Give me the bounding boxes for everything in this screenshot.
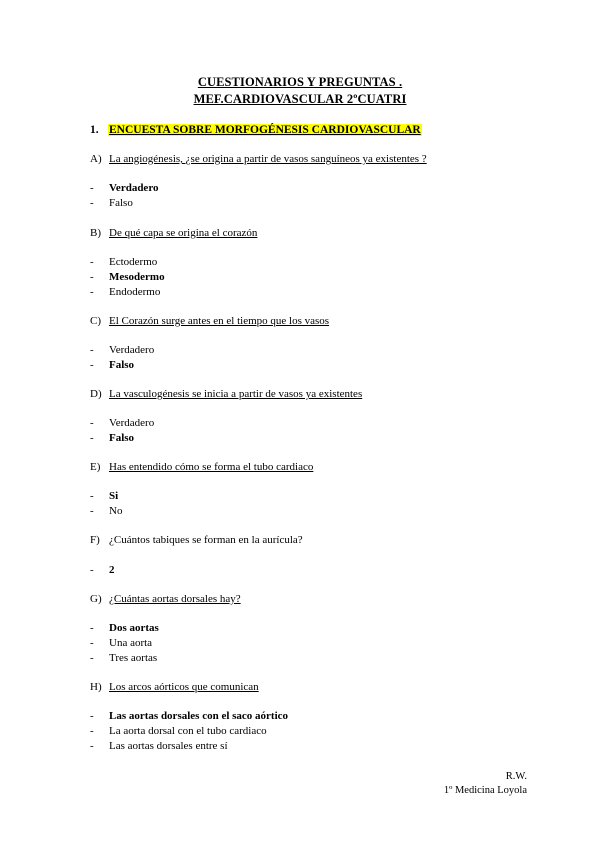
option-label: Falso [109,197,133,209]
question-letter: C) [90,315,101,327]
option-item: - Tres aortas [90,652,158,664]
section-number: 1. [90,124,99,136]
option-label: Endodermo [109,286,161,298]
question-f [90,534,303,546]
question-b [90,227,257,239]
option-item: - Verdadero [90,344,155,356]
question-text: La angiogénesis, ¿se origina a partir de vasos sanguíneos ya existentes ? [109,153,427,165]
question-text: Has entendido cómo se forma el tubo cardiaco [109,461,314,473]
option-item: - 2 [90,564,115,576]
question-text: La vasculogénesis se inicia a partir de vasos ya existentes [109,388,363,400]
question-c [90,315,329,327]
option-label-correct: Verdadero [109,182,159,194]
question-letter: B) [90,227,101,239]
question-text: ¿Cuántos tabiques se forman en la aurícula? [109,534,303,546]
option-item: - Dos aortas [90,622,159,634]
option-label-correct: Falso [109,432,135,444]
option-label: Ectodermo [109,256,158,268]
option-item: - Mesodermo [90,271,165,283]
question-g [90,593,241,605]
question-h [90,681,259,693]
option-item: - Una aorta [90,637,153,649]
question-text: De qué capa se origina el corazón [109,227,258,239]
question-letter: D) [90,388,102,400]
option-item: - Endodermo [90,286,161,298]
question-letter: F) [90,534,100,546]
question-letter: H) [90,681,102,693]
option-item: - Si [90,490,119,502]
option-label-correct: Falso [109,359,135,371]
document-title-line-1: CUESTIONARIOS Y PREGUNTAS . [197,75,403,89]
option-label-correct: Dos aortas [109,622,159,634]
question-letter: A) [90,153,102,165]
option-item: - Falso [90,197,133,209]
signature-course: 1º Medicina Loyola [443,785,527,796]
option-item: - Las aortas dorsales con el saco aórtico [90,710,289,722]
option-item: - Falso [90,359,135,371]
option-item: - Las aortas dorsales entre sí [90,740,228,752]
question-text: Los arcos aórticos que comunican [109,681,259,693]
option-label-correct: Mesodermo [109,271,165,283]
question-a [90,153,427,165]
question-text: ¿Cuántas aortas dorsales hay? [109,593,241,605]
option-item: - No [90,505,123,517]
section-heading [90,124,422,136]
option-label: Una aorta [109,637,153,649]
option-label-correct: Las aortas dorsales con el saco aórtico [109,710,289,722]
section-title: ENCUESTA SOBRE MORFOGÉNESIS CARDIOVASCULAR [109,124,421,136]
signature-initials: R.W. [505,771,527,782]
option-item: - Ectodermo [90,256,158,268]
question-e [90,461,313,473]
option-label: No [109,505,123,517]
question-letter: G) [90,593,102,605]
question-text: El Corazón surge antes en el tiempo que los vasos [109,315,330,327]
option-item: - Falso [90,432,135,444]
document-title-line-2: MEF.CARDIOVASCULAR 2ºCUATRI [193,92,407,106]
option-label: La aorta dorsal con el tubo cardiaco [109,725,267,737]
option-label-correct: 2 [109,564,115,576]
option-label-correct: Si [109,490,119,502]
option-item: - Verdadero [90,417,155,429]
option-item: - Verdadero [90,182,159,194]
option-item: - La aorta dorsal con el tubo cardiaco [90,725,267,737]
option-label: Tres aortas [109,652,158,664]
question-letter: E) [90,461,101,473]
question-d [90,388,362,400]
option-label: Verdadero [109,344,155,356]
option-label: Verdadero [109,417,155,429]
option-label: Las aortas dorsales entre sí [109,740,228,752]
